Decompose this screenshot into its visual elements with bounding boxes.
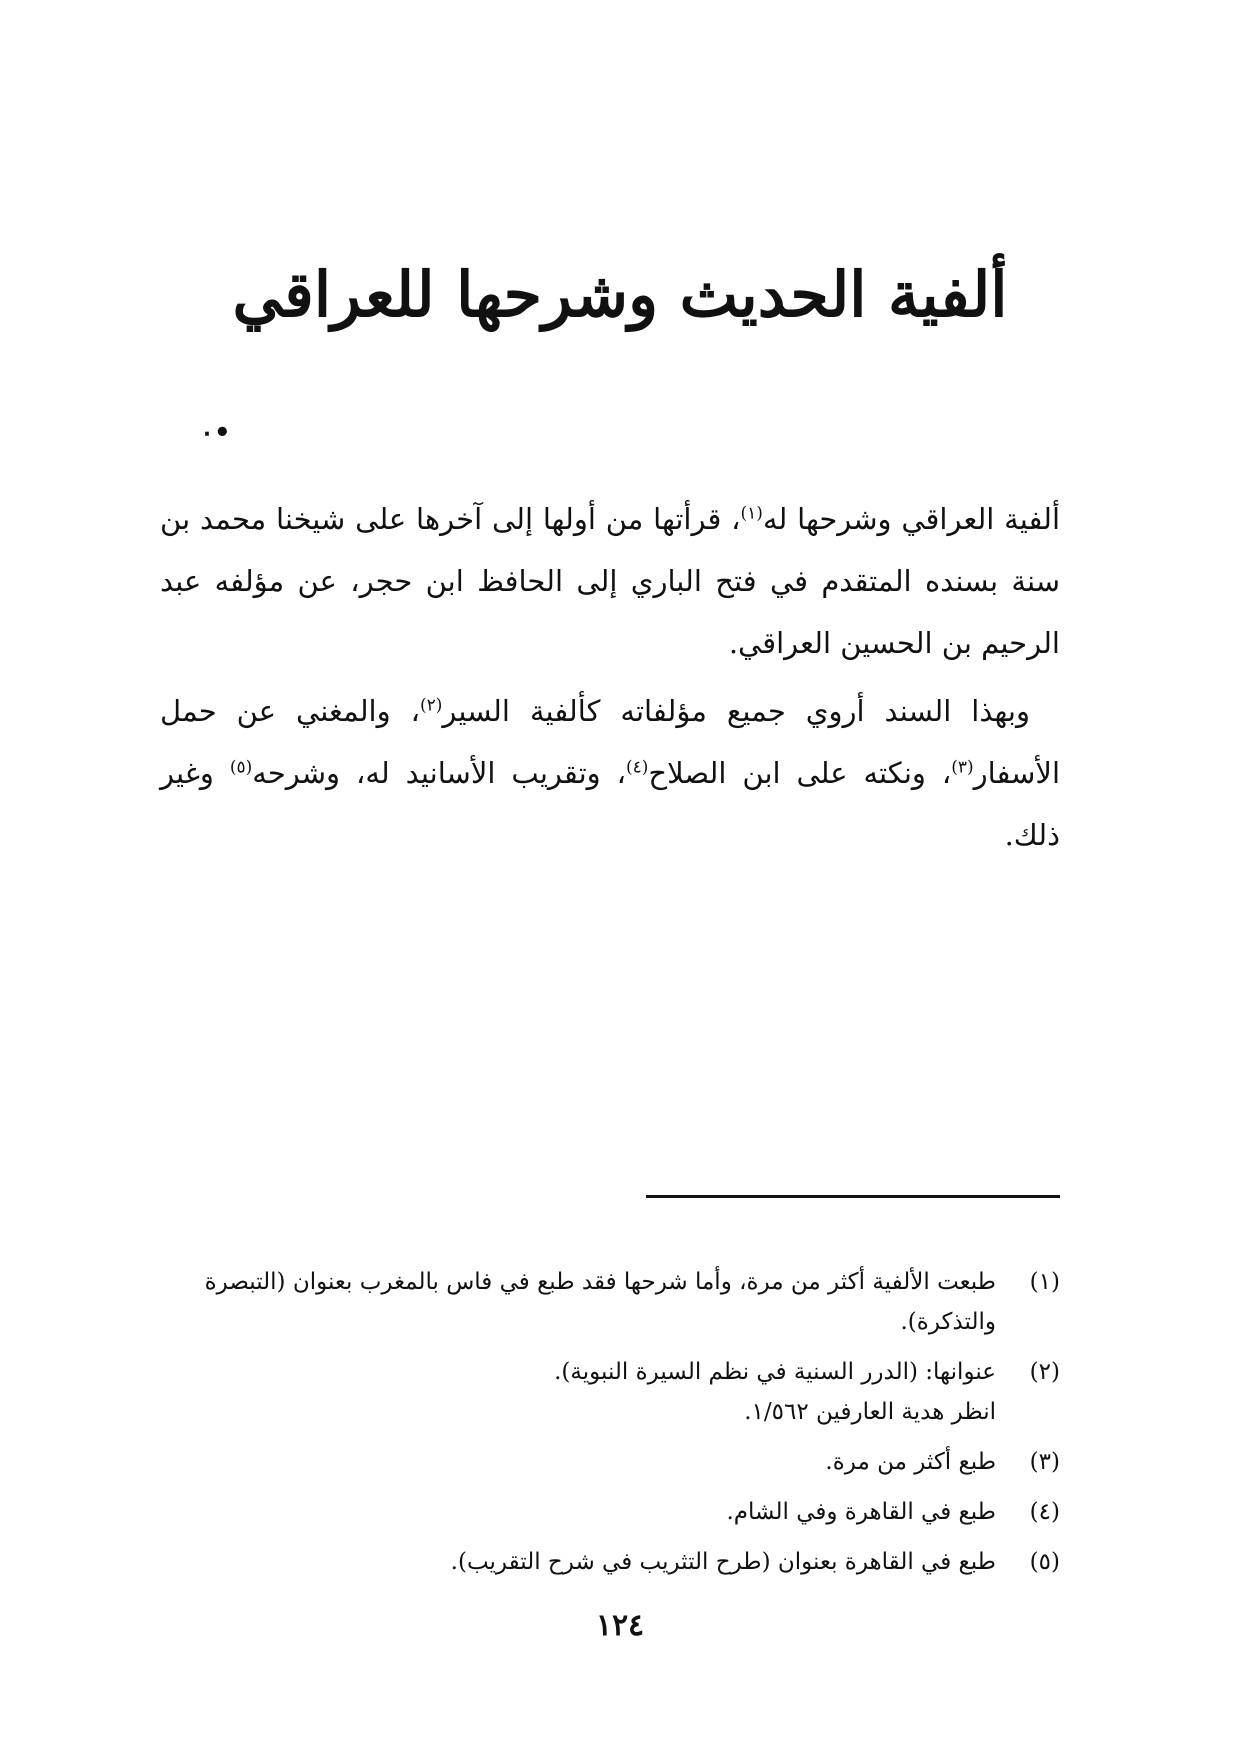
paragraph-1-part-b: ، قرأتها من أولها إلى آخرها على شيخنا محمد بن سنة بسنده المتقدم في فتح الباري إلى الحافظ ابن حجر، عن مؤلفه عبد الرحيم بن الحسين العراقي. <box>160 502 1060 660</box>
footnote-item <box>160 1492 1060 1532</box>
page-title: ألفية الحديث وشرحها للعراقي <box>232 258 1008 331</box>
paragraph-2-part-a: وبهذا السند أروي جميع مؤلفاته كألفية السير <box>442 694 1031 728</box>
footnote-text <box>160 1352 996 1432</box>
paragraph-2-part-e: وغير ذلك. <box>160 756 1060 852</box>
footnote-line: طبعت الألفية أكثر من مرة، وأما شرحها فقد طبع في فاس بالمغرب بعنوان (التبصرة والتذكرة). <box>204 1269 996 1335</box>
stray-mark: ٠• <box>200 418 231 448</box>
footnote-divider <box>646 1195 1060 1198</box>
paragraph-2 <box>160 680 1060 866</box>
footnote-ref-3: (٣) <box>951 757 974 778</box>
paragraph-2-part-b: ، والمغني عن حمل الأسفار <box>160 694 1061 790</box>
footnote-number: (٤) <box>1029 1499 1060 1525</box>
footnote-item <box>160 1542 1060 1582</box>
footnote-line: طبع في القاهرة بعنوان (طرح التثريب في شرح التقريب). <box>450 1549 996 1575</box>
footnote-line: عنوانها: (الدرر السنية في نظم السيرة النبوية). <box>554 1359 996 1385</box>
footnote-item <box>160 1352 1060 1432</box>
main-text <box>160 488 1060 866</box>
footnote-line: انظر هدية العارفين ١/٥٦٢. <box>744 1399 996 1425</box>
footnote-number: (٢) <box>1029 1359 1060 1385</box>
page-number: ١٢٤ <box>595 1608 645 1643</box>
footnote-text <box>160 1262 996 1342</box>
footnote-ref-5: (٥) <box>229 757 253 778</box>
paragraph-1-part-a: ألفية العراقي وشرحها له <box>762 502 1061 536</box>
footnote-item <box>160 1442 1060 1482</box>
paragraph-1 <box>160 488 1060 674</box>
footnote-line: طبع في القاهرة وفي الشام. <box>726 1499 996 1525</box>
paragraph-2-part-d: ، وتقريب الأسانيد له، وشرحه <box>252 756 626 790</box>
footnote-ref-2: (٢) <box>420 695 443 716</box>
footnote-text <box>160 1442 996 1482</box>
footnote-item <box>160 1262 1060 1342</box>
footnote-number: (٥) <box>1029 1549 1060 1575</box>
footnote-number: (١) <box>1029 1269 1060 1295</box>
footnotes <box>160 1262 1060 1592</box>
paragraph-2-part-c: ، ونكته على ابن الصلاح <box>648 756 952 790</box>
footnote-text <box>160 1492 996 1532</box>
footnote-ref-1: (١) <box>740 503 763 524</box>
footnote-number: (٣) <box>1029 1449 1060 1475</box>
footnote-ref-4: (٤) <box>625 757 649 778</box>
footnote-line: طبع أكثر من مرة. <box>825 1449 996 1475</box>
footnote-text <box>160 1542 996 1582</box>
